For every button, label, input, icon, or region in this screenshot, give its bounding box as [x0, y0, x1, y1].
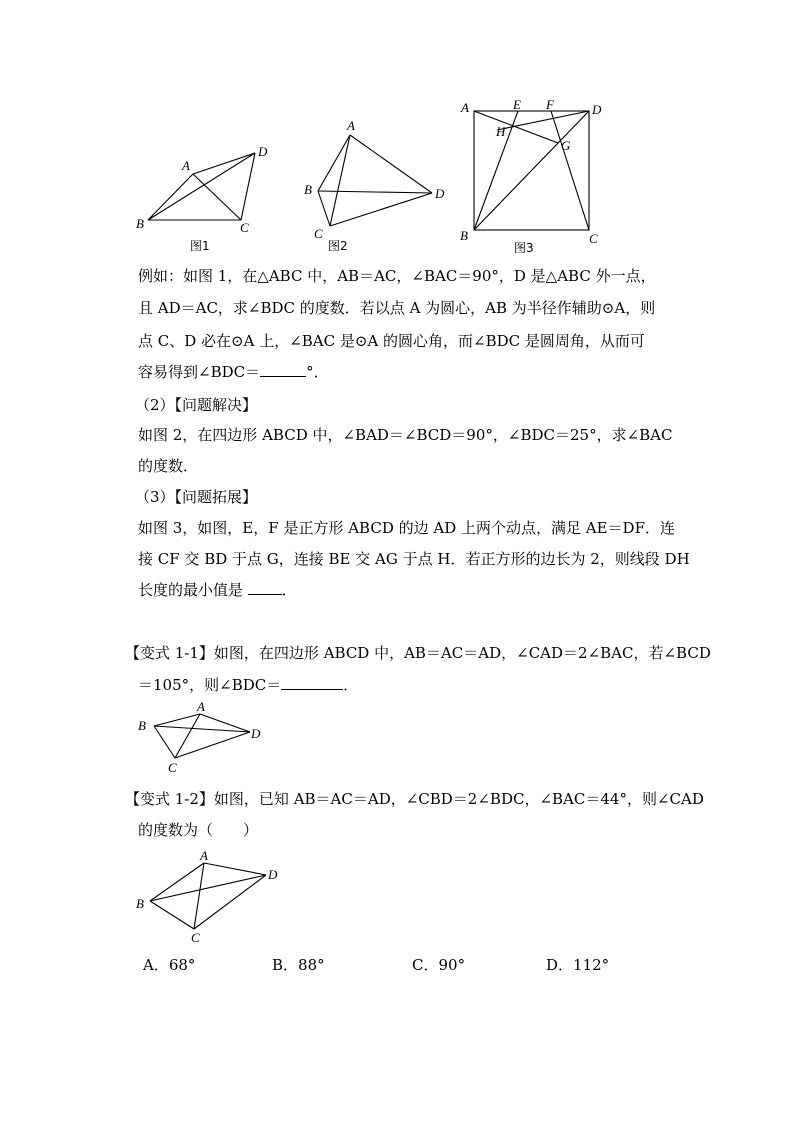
fig5-label-a: A: [200, 848, 208, 863]
text-line-4-end: °．: [306, 363, 329, 381]
fig3-label-a: A: [461, 100, 469, 115]
fig4-segment-ac: [175, 714, 200, 758]
fig4-label-c: C: [168, 760, 177, 775]
fig5-label-b: B: [136, 896, 144, 911]
fig1-caption: 图1: [190, 239, 210, 253]
variant-1-1-line-2-end: ．: [343, 676, 359, 694]
section-2-heading: （2）【问题解决】: [135, 396, 258, 414]
fig2-label-c: C: [314, 226, 323, 241]
variant-1-1-line-2: [138, 675, 358, 695]
text-line-11-start: 长度的最小值是: [138, 581, 248, 599]
fig4-label-d: D: [251, 726, 261, 741]
figure-3: [455, 98, 615, 258]
fig4-segment-cd: [175, 732, 250, 758]
fig3-segment-bd: [474, 111, 589, 230]
text-line-3: 点 C、D 必在⊙A 上，∠BAC 是⊙A 的圆心角，而∠BDC 是圆周角，从而可: [138, 332, 645, 350]
variant-1-2-line-2: 的度数为（ ）: [138, 821, 259, 839]
text-line-10: 接 CF 交 BD 于点 G，连接 BE 交 AG 于点 H．若正方形的边长为 2，则线段 DH: [138, 550, 690, 568]
fig2-label-d: D: [435, 186, 445, 201]
fig1-label-d: D: [258, 144, 268, 159]
fig2-segment-ab: [318, 135, 350, 191]
answer-blank-2: [248, 580, 282, 595]
text-line-11-end: ．: [281, 581, 297, 599]
text-line-2: 且 AD＝AC，求∠BDC 的度数．若以点 A 为圆心，AB 为半径作辅助⊙A，则: [138, 299, 656, 317]
fig4-segment-ab: [154, 714, 200, 726]
fig1-segment-ad: [193, 153, 255, 174]
fig2-segment-ac: [330, 135, 350, 226]
figure-variant-1-2: [130, 845, 290, 945]
fig2-segment-cd: [330, 193, 432, 226]
fig1-segment-dc: [241, 153, 255, 220]
variant-1-2-line-1: 【变式 1-2】如图，已知 AB＝AC＝AD，∠CBD＝2∠BDC，∠BAC＝44°，则∠CAD: [125, 790, 704, 808]
fig4-label-b: B: [138, 718, 146, 733]
fig1-label-c: C: [240, 220, 249, 235]
figure-2: [300, 118, 460, 258]
fig1-label-b: B: [136, 216, 144, 231]
text-line-7: 的度数．: [138, 457, 199, 475]
fig5-segment-bc: [150, 901, 194, 929]
fig2-caption: 图2: [328, 239, 348, 253]
fig2-segment-bd: [318, 191, 432, 193]
fig5-label-d: D: [268, 867, 278, 882]
fig1-segment-ac: [193, 174, 241, 220]
figure-variant-1-1: [130, 698, 270, 780]
text-line-6: 如图 2，在四边形 ABCD 中，∠BAD＝∠BCD＝90°，∠BDC＝25°，求∠BAC: [138, 426, 673, 444]
fig2-segment-ad: [350, 135, 432, 193]
text-line-11: [138, 580, 297, 600]
fig3-label-c: C: [589, 231, 598, 246]
fig4-segment-bc: [154, 726, 175, 758]
fig1-label-a: A: [182, 158, 190, 173]
fig3-label-e: E: [513, 97, 521, 112]
fig4-label-a: A: [197, 699, 205, 714]
option-c[interactable]: C．90°: [412, 956, 466, 974]
variant-1-1-line-2-start: ＝105°，则∠BDC＝: [138, 676, 282, 694]
option-a[interactable]: A．68°: [143, 956, 196, 974]
fig3-label-d: D: [592, 102, 602, 117]
variant-1-1-line-1: 【变式 1-1】如图，在四边形 ABCD 中，AB＝AC＝AD，∠CAD＝2∠BAC，若∠BCD: [125, 644, 711, 662]
text-line-4-start: 容易得到∠BDC＝: [138, 363, 261, 381]
text-line-1: 例如：如图 1，在△ABC 中，AB＝AC，∠BAC＝90°，D 是△ABC 外一点，: [138, 267, 656, 285]
fig3-segment-dh: [497, 111, 589, 130]
option-d[interactable]: D．112°: [546, 956, 610, 974]
answer-blank-1: [260, 362, 306, 377]
fig3-segment-cf: [551, 111, 589, 230]
fig1-segment-bd: [148, 153, 255, 220]
figure-1: [130, 140, 290, 255]
fig3-label-b: B: [460, 228, 468, 243]
text-line-4: [138, 362, 329, 382]
text-line-9: 如图 3，如图，E，F 是正方形 ABCD 的边 AD 上两个动点，满足 AE＝DF．连: [138, 519, 675, 537]
section-3-heading: （3）【问题拓展】: [135, 488, 258, 506]
fig3-caption: 图3: [514, 241, 534, 255]
option-b[interactable]: B．88°: [272, 956, 325, 974]
fig5-label-c: C: [191, 930, 200, 945]
fig1-segment-ab: [148, 174, 193, 220]
fig3-label-h: H: [496, 124, 506, 139]
answer-blank-3: [281, 675, 343, 690]
fig5-segment-ac: [194, 863, 204, 929]
fig2-label-a: A: [347, 118, 355, 133]
fig2-label-b: B: [304, 182, 312, 197]
fig3-label-g: G: [561, 138, 571, 153]
fig5-segment-ad: [204, 863, 266, 875]
fig2-segment-bc: [318, 191, 330, 226]
fig3-label-f: F: [546, 97, 554, 112]
